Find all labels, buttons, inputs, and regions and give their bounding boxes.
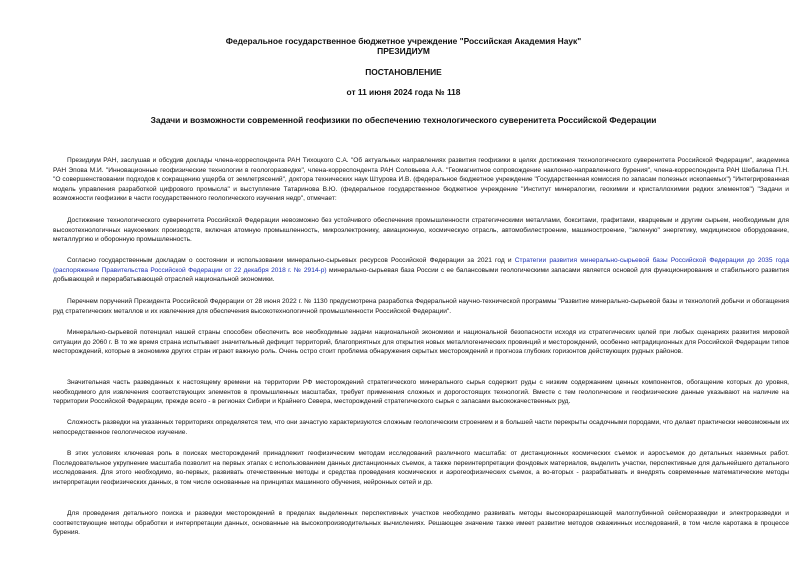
strategy-link[interactable]: Стратегии развития минерально-сырьевой базы Российской Федерации до 2035 года (распоряжение Правительства Российской Федерации от 22 декабря 2018 г. № 2914-р) (53, 257, 789, 274)
org-name: Федеральное государственное бюджетное учреждение "Российская Академия Наук" (225, 36, 582, 46)
doc-title: Задачи и возможности современной геофизики по обеспечению технологического суверенитета Российской Федерации (150, 115, 657, 125)
paragraph-3: Согласно государственным докладам о состоянии и использовании минерально-сырьевых ресурсов Российской Федерации за 2021 год и Стратегии развития минерально-сырьевой базы Российской Федерации до 2035 года (распоряжение Правительства Российской Федерации от 22 декабря 2018 г. № 2914-р) минерально-сырьевая база России с ее балансовыми геологическими запасами является основой для функционирования и стабильного развития добывающей и перерабатывающей отраслей национальной экономики. (53, 257, 789, 284)
paragraph-2: Достижение технологического суверенитета Российской Федерации невозможно без устойчивого обеспечения промышленности стратегическими металлами, бокситами, графитами, кварцевым и другим сырьем, необходимым для высокотехнологичных наукоемких производств, включая атомную промышленность, микроэлектронику, авиационную, космическую отрасль, автомобилестроение, машиностроение, "зеленую" энергетику, медицинское оборудование, металлургию и оборонную промышленность. (53, 217, 789, 244)
paragraph-6: Значительная часть разведанных к настоящему времени на территории РФ месторождений стратегического минерального сырья содержит руды с низким содержанием ценных компонентов, обогащение которых до уровня, необходимого для извлечения соответствующих элементов в промышленных масштабах, требует применения сложных и дорогостоящих технологий. Вместе с тем геологические и геофизические данные указывают на наличие на территории Российской Федерации, прежде всего - в регионах Сибири и Крайнего Севера, месторождений стратегического сырья с запасами высококачественных руд. (53, 379, 789, 406)
paragraph-9: Для проведения детального поиска и разведки месторождений в пределах выделенных перспективных участков необходимо развивать методы высокоразрешающей малоглубинной сейсморазведки и электроразведки и соответствующие методы обработки и интерпретации данных, основанные на высокопроизводительных вычислениях. Решающее значение также имеет развитие методов скважинных исследований, в том числе каротажа в процессе бурения. (53, 510, 789, 537)
doc-type: ПОСТАНОВЛЕНИЕ (365, 67, 442, 77)
presidium-label: ПРЕЗИДИУМ (377, 46, 430, 56)
doc-date-number: от 11 июня 2024 года № 118 (346, 87, 461, 97)
paragraph-1: Президиум РАН, заслушав и обсудив доклады члена-корреспондента РАН Тихоцкого С.А. "Об актуальных направлениях развития геофизики в целях достижения технологического суверенитета Российской Федерации", академика РАН Эпова М.И. "Инновационные геофизические технологии в геологоразведке", члена-корреспондента РАН Соловьева А.А. "Геомагнитное сопровождение наклонно-направленного бурения", члена-корреспондента РАН Шебалина П.Н. "О совершенствовании подходов к сокращению ущерба от землетрясений", доктора технических наук Штурова И.В. (федеральное бюджетное учреждение "Государственная комиссия по запасам полезных ископаемых") "Интегрированная модель управления разработкой цифрового промысла" и выступление Татаринова В.Ю. (федеральное государственное бюджетное учреждение "Институт минералогии, геохимии и кристаллохимии редких элементов") "Задачи и возможности геофизики в части государственного геологического изучения недр", отмечает: (53, 157, 789, 203)
paragraph-5: Минерально-сырьевой потенциал нашей страны способен обеспечить все необходимые задачи национальной экономики и национальной безопасности исходя из стратегических целей при любых сценариях развития мировой ситуации до 2060 г. В то же время страна испытывает значительный дефицит территорий, благоприятных для открытия новых металлогенических провинций и месторождений, особенно нетрадиционных для Российской Федерации типов месторождений, которые в экономике других стран играют важную роль. Очень остро стоит проблема обнаружения скрытых месторождений и прогноза глубоких горизонтов действующих рудных районов. (53, 329, 789, 356)
paragraph-8: В этих условиях ключевая роль в поисках месторождений принадлежит геофизическим методам исследований различного масштаба: от дистанционных космических съемок и аэросъемок до детальных наземных работ. Последовательное укрупнение масштаба позволит на первых этапах с использованием данных дистанционных съемок, а также переинтерпретации фондовых материалов, выделить участки, перспективные для дальнейшего детального исследования. Для этого необходимо, во-первых, развивать отечественные методы и средства проведения космических и аэрогеофизических съемок, а во-вторых - разрабатывать и внедрять современные математические методы интерпретации геофизических данных, в том числе основанные на принципах машинного обучения, нейронных сетей и др. (53, 450, 789, 486)
paragraph-7: Сложность разведки на указанных территориях определяется тем, что они зачастую характеризуются сложным геологическим строением и в большей части перекрыты осадочными породами, что делает практически невозможным их непосредственное геологическое изучение. (53, 419, 789, 436)
paragraph-4: Перечнем поручений Президента Российской Федерации от 28 июня 2022 г. № 1130 предусмотрена разработка Федеральной научно-технической программы "Развитие минерально-сырьевой базы и технологий добычи и обогащения руд стратегических металлов и их извлечения для обеспечения высокотехнологичной промышленности Российской Федерации". (53, 298, 789, 315)
